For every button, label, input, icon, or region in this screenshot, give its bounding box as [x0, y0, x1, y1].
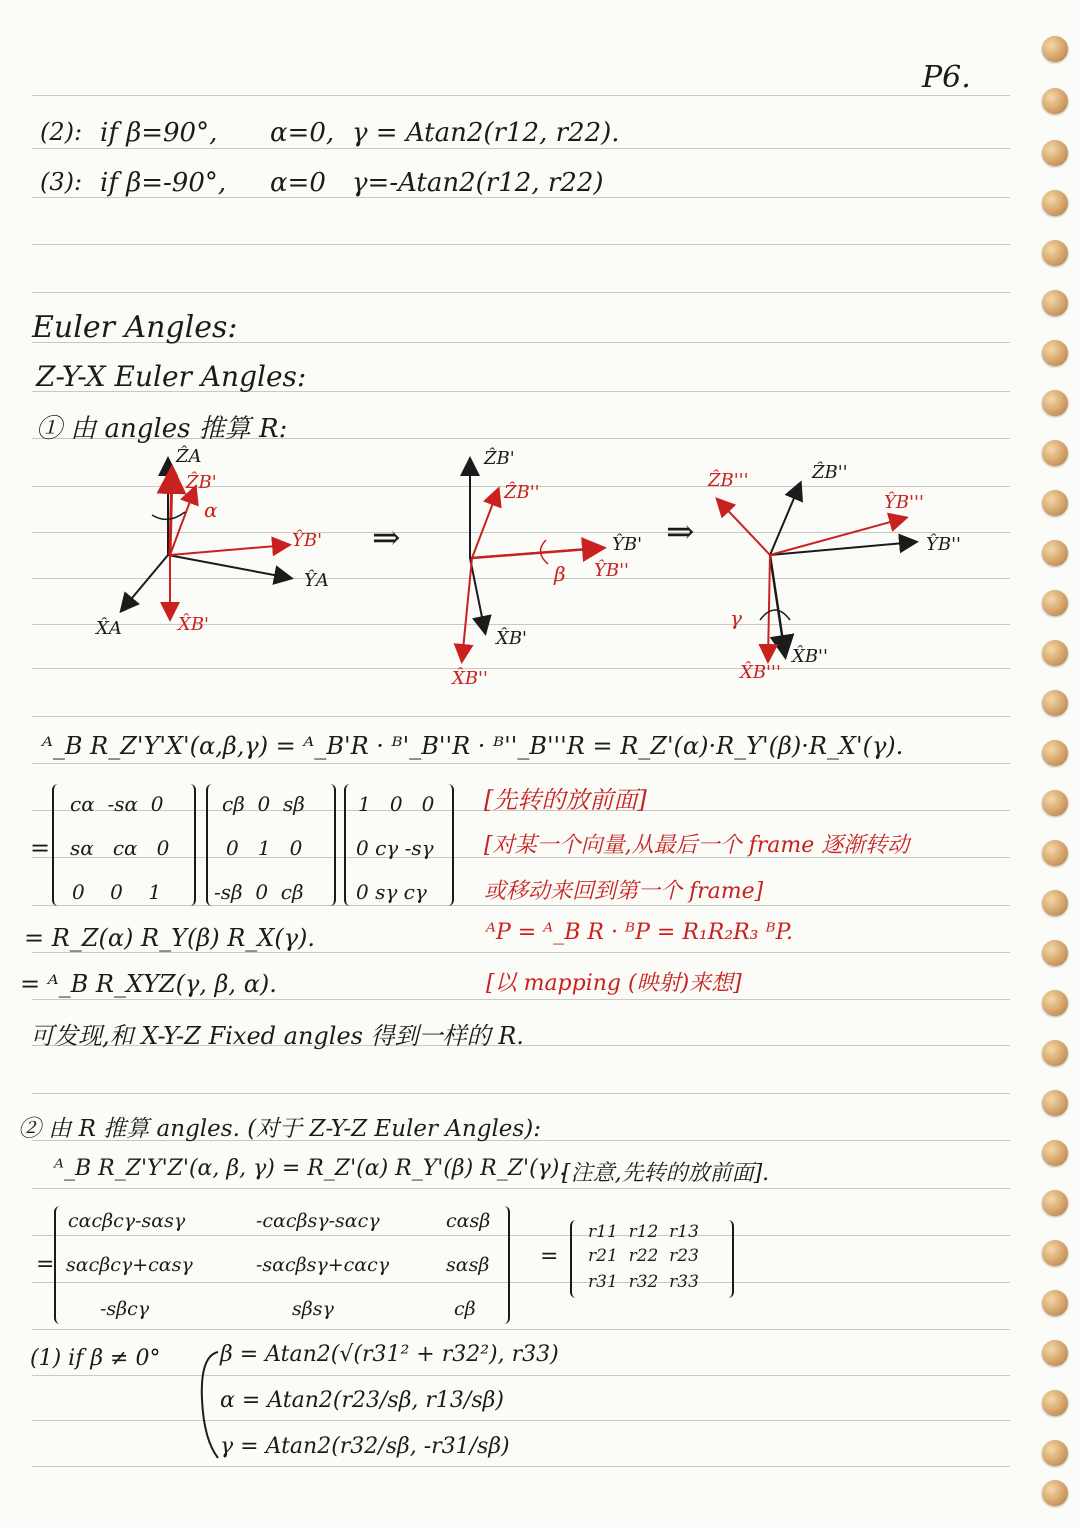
label-gamma: γ [730, 606, 742, 630]
label-xb3-f3: X̂B''' [740, 662, 781, 683]
equation-rotation-composition: ᴬ_B R_Z'Y'X'(α,β,γ) = ᴬ_B'R · ᴮ'_B''R · ᴮ''_B'''R = R_Z'(α)·R_Y'(β)·R_X'(γ). [42, 732, 904, 760]
label-yb1: ŶB' [292, 530, 323, 551]
equation-rxyz: = ᴬ_B R_XYZ(γ, β, α). [20, 970, 277, 998]
equals-sign: = [30, 834, 51, 862]
zyz-r23: sαsβ [446, 1254, 490, 1276]
label-beta: β [554, 562, 566, 586]
zyz-r12: -cαcβsγ-sαcγ [256, 1210, 380, 1232]
arrow-1: ⇒ [372, 518, 401, 558]
equals-sign-3: = [540, 1244, 559, 1269]
zyz-r11: cαcβcγ-sαsγ [68, 1210, 186, 1232]
zyz-r32: sβsγ [292, 1298, 334, 1320]
note-rotate-first-front: [先转的放前面] [484, 786, 647, 814]
case-2-gamma: γ = Atan2(r12, r22). [352, 118, 620, 148]
page-number: P6. [922, 60, 971, 95]
heading-euler-angles: Euler Angles: [32, 310, 238, 345]
heading-zyx-euler: Z-Y-X Euler Angles: [36, 360, 307, 393]
zyz-r21: sαcβcγ+cαsγ [66, 1254, 193, 1276]
case-2-cond: if β=90°, [100, 118, 218, 148]
equals-sign-2: = [36, 1252, 55, 1277]
zyz-r13: cαsβ [446, 1210, 491, 1232]
label-zb3-f3: ẐB''' [708, 470, 749, 491]
label-yb3-f3: ŶB''' [884, 492, 924, 513]
label-xb1-f2: X̂B' [496, 628, 527, 649]
case-2-label: (2): [40, 118, 83, 146]
step-2-title: ② 由 R 推算 angles. (对于 Z-Y-Z Euler Angles): [18, 1116, 541, 1142]
label-zb1: ẐB' [186, 472, 217, 493]
case-3-label: (3): [40, 168, 83, 196]
remark-same-as-fixed: 可发现,和 X-Y-Z Fixed angles 得到一样的 R. [30, 1022, 524, 1050]
matrix-rx-row3: 0 sγ cγ [356, 880, 427, 904]
zyz-r31: -sβcγ [100, 1298, 150, 1320]
label-zb1-f2: ẐB' [484, 448, 515, 469]
case-1-label: (1) if β ≠ 0° [30, 1346, 161, 1371]
note-mapping-hint: [以 mapping (映射)来想] [486, 971, 742, 996]
note-point-mapping: ᴬP = ᴬ_B R · ᴮP = R₁R₂R₃ ᴮP. [486, 920, 794, 945]
case-3-gamma: γ=-Atan2(r12, r22) [352, 168, 604, 198]
label-xa: X̂A [96, 618, 122, 639]
case-3-cond: if β=-90°, [100, 168, 227, 198]
label-yb2-f2: ŶB'' [594, 560, 630, 581]
matrix-rx-row1: 1 0 0 [358, 792, 435, 816]
matrix-r-row3: r31 r32 r33 [588, 1272, 699, 1292]
zyz-r22: -sαcβsγ+cαcγ [256, 1254, 390, 1276]
solution-alpha: α = Atan2(r23/sβ, r13/sβ) [220, 1388, 504, 1413]
matrix-ry-row3: -sβ 0 cβ [214, 880, 304, 904]
equation-zyz: ᴬ_B R_Z'Y'Z'(α, β, γ) = R_Z'(α) R_Y'(β) R_Z'(γ). [54, 1156, 567, 1181]
label-zb2-f2: ẐB'' [504, 482, 540, 503]
zyz-r33: cβ [454, 1298, 476, 1320]
case-3-alpha: α=0 [270, 168, 326, 198]
label-yb2-f3: ŶB'' [926, 534, 962, 555]
solution-beta: β = Atan2(√(r31² + r32²), r33) [220, 1342, 559, 1367]
note-rotate-first-front-2: [注意,先转的放前面]. [562, 1161, 770, 1186]
note-vector-mapping-2: 或移动来回到第一个 frame] [484, 879, 764, 904]
label-xb1: X̂B' [178, 614, 209, 635]
label-xb2-f3: X̂B'' [792, 646, 828, 667]
solution-gamma: γ = Atan2(r32/sβ, -r31/sβ) [220, 1434, 510, 1459]
label-zb2-f3: ẐB'' [812, 462, 848, 483]
matrix-rz-row1: cα -sα 0 [70, 792, 164, 816]
matrix-r-row1: r11 r12 r13 [588, 1222, 699, 1242]
note-vector-mapping-1: [对某一个向量,从最后一个 frame 逐渐转动 [484, 833, 910, 858]
label-alpha: α [204, 498, 218, 522]
matrix-rz-row3: 0 0 1 [72, 880, 162, 904]
matrix-ry-row2: 0 1 0 [226, 836, 303, 860]
matrix-r-row2: r21 r22 r23 [588, 1246, 699, 1266]
label-yb1-f2: ŶB' [612, 534, 643, 555]
matrix-rz-row2: sα cα 0 [70, 836, 170, 860]
step-1-title: ① 由 angles 推算 R: [36, 414, 288, 444]
arrow-2: ⇒ [666, 512, 695, 552]
label-ya: ŶA [304, 570, 329, 591]
equation-rz-ry-rx: = R_Z(α) R_Y(β) R_X(γ). [24, 924, 316, 952]
matrix-ry-row1: cβ 0 sβ [222, 792, 305, 816]
label-xb2-f2: X̂B'' [452, 668, 488, 689]
label-za: ẐA [176, 446, 202, 467]
case-2-alpha: α=0, [270, 118, 335, 148]
matrix-rx-row2: 0 cγ -sγ [356, 836, 434, 860]
